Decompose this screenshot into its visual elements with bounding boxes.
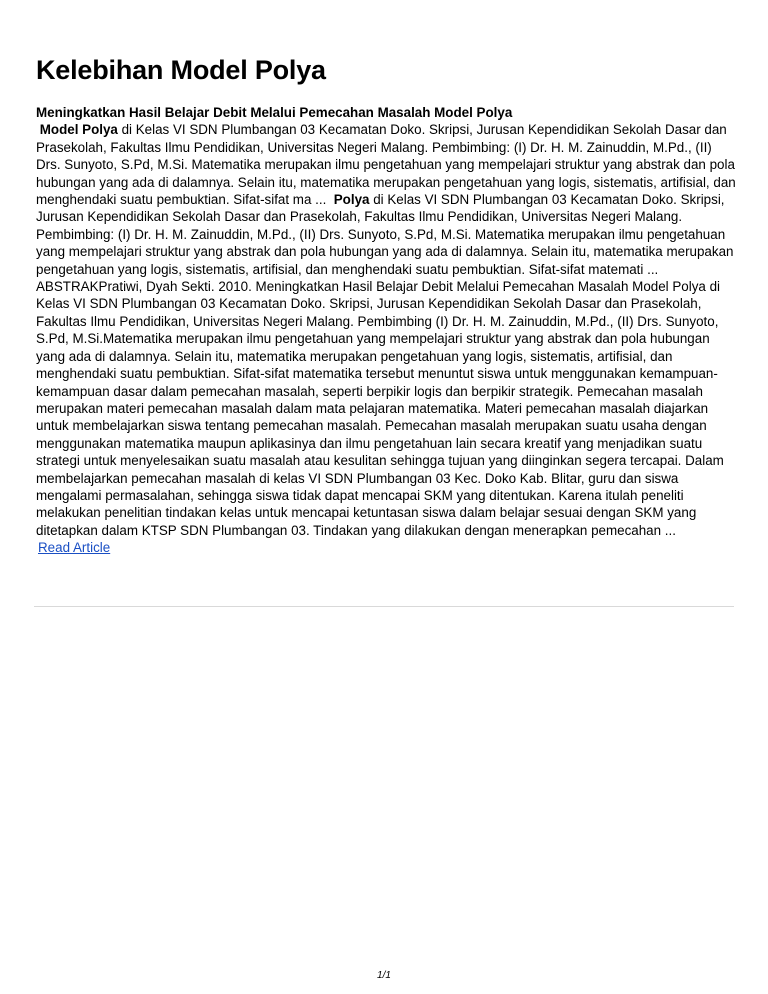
page-title: Kelebihan Model Polya bbox=[36, 55, 326, 85]
article-entry bbox=[36, 104, 736, 557]
read-article-link[interactable]: Read Article bbox=[38, 540, 111, 556]
article-heading: Meningkatkan Hasil Belajar Debit Melalui Pemecahan Masalah Model Polya bbox=[36, 105, 513, 120]
snippet-text-1: di Kelas VI SDN Plumbangan 03 Kecamatan Doko. Skripsi, Jurusan Kependidikan Sekolah Dasar dan Prasekolah, Fakultas Ilmu Pendidikan, Universitas Negeri Malang. Pembimbing: (I) Dr. H. M. Zainuddin, M.Pd., (II) Drs. Sunyoto, S.Pd, M.Si. Matematika merupakan ilmu pengetahuan yang mempelajari struktur yang abstrak dan pola hubungan yang ada di dalamnya. Selain itu, matematika merupakan pengetahuan yang logis, sistematis, artifisial, dan menghendaki suatu pembuktian. Sifat-sifat ma ... bbox=[36, 122, 736, 208]
article-snippet bbox=[36, 121, 736, 278]
snippet-text-2: di Kelas VI SDN Plumbangan 03 Kecamatan Doko. Skripsi, Jurusan Kependidikan Sekolah Dasar dan Prasekolah, Fakultas Ilmu Pendidikan, Universitas Negeri Malang. Pembimbing: (I) Dr. H. M. Zainuddin, M.Pd., (II) Drs. Sunyoto, S.Pd, M.Si. Matematika merupakan ilmu pengetahuan yang mempelajari struktur yang abstrak dan pola hubungan yang ada di dalamnya. Selain itu, matematika merupakan pengetahuan yang logis, sistematis, artifisial, dan menghendaki suatu pembuktian. Sifat-sifat matemati ... bbox=[36, 192, 734, 277]
article-divider bbox=[34, 606, 734, 607]
snippet-keyword-model-polya: Model Polya bbox=[39, 122, 118, 138]
snippet-keyword-polya: Polya bbox=[333, 192, 370, 208]
article-abstract: ABSTRAKPratiwi, Dyah Sekti. 2010. Meningkatkan Hasil Belajar Debit Melalui Pemecahan Masalah Model Polya di Kelas VI SDN Plumbangan 03 Kecamatan Doko. Skripsi, Jurusan Kependidikan Sekolah Dasar dan Prasekolah, Fakultas Ilmu Pendidikan, Universitas Negeri Malang. Pembimbing (I) Dr. H. M. Zainuddin, M.Pd., (II) Drs. Sunyoto, S.Pd, M.Si.Matematika merupakan ilmu pengetahuan yang mempelajari struktur yang abstrak dan pola hubungan yang ada di dalamnya. Selain itu, matematika merupakan pengetahuan yang logis, sistematis, artifisial, dan menghendaki suatu pembuktian. Sifat-sifat matematika tersebut menuntut siswa untuk menggunakan kemampuan-kemampuan dasar dalam pemecahan masalah, seperti berpikir logis dan berpikir strategik. Pemecahan masalah merupakan materi pemecahan masalah dalam mata pelajaran matematika. Materi pemecahan masalah diajarkan untuk membelajarkan siswa tentang pemecahan masalah. Pemecahan masalah merupakan suatu usaha dengan menggunakan matematika maupun aplikasinya dan ilmu pengetahuan lain secara kreatif yang menjadikan suatu strategi untuk menyelesaikan suatu masalah atau kesulitan sehingga tujuan yang diinginkan segera tercapai. Dalam membelajarkan pemecahan masalah di kelas VI SDN Plumbangan 03 Kec. Doko Kab. Blitar, guru dan siswa mengalami permasalahan, sehingga siswa tidak dapat mencapai SKM yang ditentukan. Karena itulah peneliti melakukan penelitian tindakan kelas untuk mencapai ketuntasan siswa dalam belajar sesuai dengan SKM yang ditetapkan dalam KTSP SDN Plumbangan 03. Tindakan yang dilakukan dengan menerapkan pemecahan ... bbox=[36, 279, 724, 538]
page-number: 1/1 bbox=[377, 970, 391, 981]
